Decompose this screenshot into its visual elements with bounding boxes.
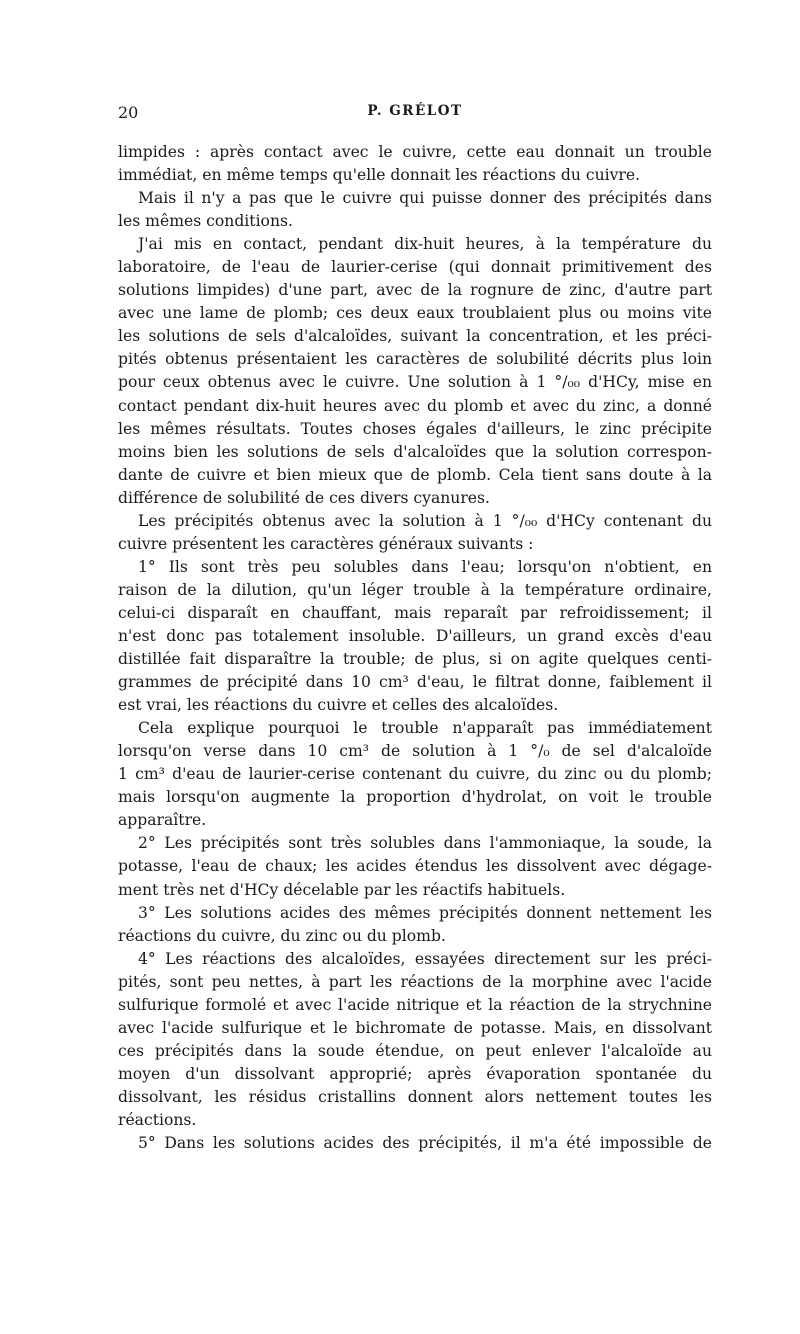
paragraph — [118, 556, 712, 717]
text-line: 1° Ils sont très peu solubles dans l'eau; lorsqu'on n'obtient, en — [138, 557, 712, 576]
text-line: limpides : après contact avec le cuivre, cette eau donnait un trouble — [118, 143, 712, 161]
text-line: les mêmes résultats. Toutes choses égales d'ailleurs, le zinc précipite — [118, 419, 712, 438]
text-line: grammes de précipité dans 10 cm³ d'eau, le filtrat donne, faiblement il — [118, 673, 712, 692]
text-line: avec l'acide sulfurique et le bichromate de potasse. Mais, en dissolvant — [118, 1018, 712, 1037]
paragraph — [118, 1132, 712, 1155]
paragraph — [118, 832, 712, 901]
text-line: celui-ci disparaît en chauffant, mais reparaît par refroidissement; il — [118, 603, 712, 622]
text-line: réactions. — [118, 1110, 197, 1129]
paragraph — [118, 510, 712, 556]
text-line: ces précipités dans la soude étendue, on peut enlever l'alcaloïde au — [118, 1041, 712, 1060]
text-line: sulfurique formolé et avec l'acide nitrique et la réaction de la strychnine — [118, 995, 712, 1014]
body-text — [118, 141, 712, 1155]
text-line: différence de solubilité de ces divers cyanures. — [118, 488, 490, 507]
text-line: moins bien les solutions de sels d'alcaloïdes que la solution correspon- — [118, 442, 712, 461]
text-line: lorsqu'on verse dans 10 cm³ de solution à 1 °/₀ de sel d'alcaloïde — [118, 742, 712, 761]
text-line: potasse, l'eau de chaux; les acides étendus les dissolvent avec dégage- — [118, 857, 712, 876]
text-line: n'est donc pas totalement insoluble. D'ailleurs, un grand excès d'eau — [118, 626, 712, 645]
paragraph — [118, 717, 712, 832]
text-line: pités obtenus présentaient les caractères de solubilité décrits plus loin — [118, 350, 712, 369]
page-header — [118, 99, 712, 125]
text-line: mais lorsqu'on augmente la proportion d'hydrolat, on voit le trouble — [118, 788, 712, 807]
text-line: apparaître. — [118, 811, 207, 830]
text-line: dante de cuivre et bien mieux que de plomb. Cela tient sans doute à la — [118, 465, 712, 484]
text-line: pour ceux obtenus avec le cuivre. Une solution à 1 °/₀₀ d'HCy, mise en — [118, 373, 712, 392]
text-line: 1 cm³ d'eau de laurier-cerise contenant du cuivre, du zinc ou du plomb; — [118, 765, 712, 784]
text-line: 5° Dans les solutions acides des précipités, il m'a été impossible de — [138, 1134, 712, 1153]
text-line: raison de la dilution, qu'un léger trouble à la température ordinaire, — [118, 580, 712, 599]
text-line: réactions du cuivre, du zinc ou du plomb. — [118, 926, 446, 945]
text-line: est vrai, les réactions du cuivre et celles des alcaloïdes. — [118, 696, 559, 715]
text-line: moyen d'un dissolvant approprié; après évaporation spontanée du — [118, 1064, 712, 1083]
text-line: pités, sont peu nettes, à part les réactions de la morphine avec l'acide — [118, 972, 712, 991]
paragraph — [118, 187, 712, 233]
text-line: solutions limpides) d'une part, avec de la rognure de zinc, d'autre part — [118, 281, 712, 300]
text-line: Mais il n'y a pas que le cuivre qui puisse donner des précipités dans — [138, 189, 712, 208]
text-line: contact pendant dix-huit heures avec du plomb et avec du zinc, a donné — [118, 396, 712, 415]
text-line: ment très net d'HCy décelable par les réactifs habituels. — [118, 880, 566, 899]
text-line: avec une lame de plomb; ces deux eaux troublaient plus ou moins vite — [118, 304, 712, 323]
text-line: les solutions de sels d'alcaloïdes, suivant la concentration, et les préci- — [118, 327, 712, 346]
text-line: 2° Les précipités sont très solubles dans l'ammoniaque, la soude, la — [138, 834, 712, 853]
paragraph — [118, 141, 712, 187]
text-line: Les précipités obtenus avec la solution à 1 °/₀₀ d'HCy contenant du — [138, 511, 712, 530]
text-line: les mêmes conditions. — [118, 212, 293, 231]
text-line: laboratoire, de l'eau de laurier-cerise (qui donnait primitivement des — [118, 258, 712, 277]
text-line: distillée fait disparaître la trouble; de plus, si on agite quelques centi- — [118, 650, 712, 669]
text-line: cuivre présentent les caractères généraux suivants : — [118, 534, 534, 553]
text-line: 4° Les réactions des alcaloïdes, essayées directement sur les préci- — [138, 949, 712, 968]
paragraph — [118, 233, 712, 510]
paragraph — [118, 948, 712, 1132]
text-line: Cela explique pourquoi le trouble n'apparaît pas immédiatement — [138, 719, 712, 738]
paragraph — [118, 902, 712, 948]
text-line: immédiat, en même temps qu'elle donnait les réactions du cuivre. — [118, 166, 641, 185]
running-title: P. GRÉLOT — [367, 103, 463, 119]
page-number: 20 — [118, 103, 139, 122]
text-line: J'ai mis en contact, pendant dix-huit heures, à la température du — [138, 235, 712, 254]
text-line: 3° Les solutions acides des mêmes précipités donnent nettement les — [138, 903, 712, 922]
text-line: dissolvant, les résidus cristallins donnent alors nettement toutes les — [118, 1087, 712, 1106]
